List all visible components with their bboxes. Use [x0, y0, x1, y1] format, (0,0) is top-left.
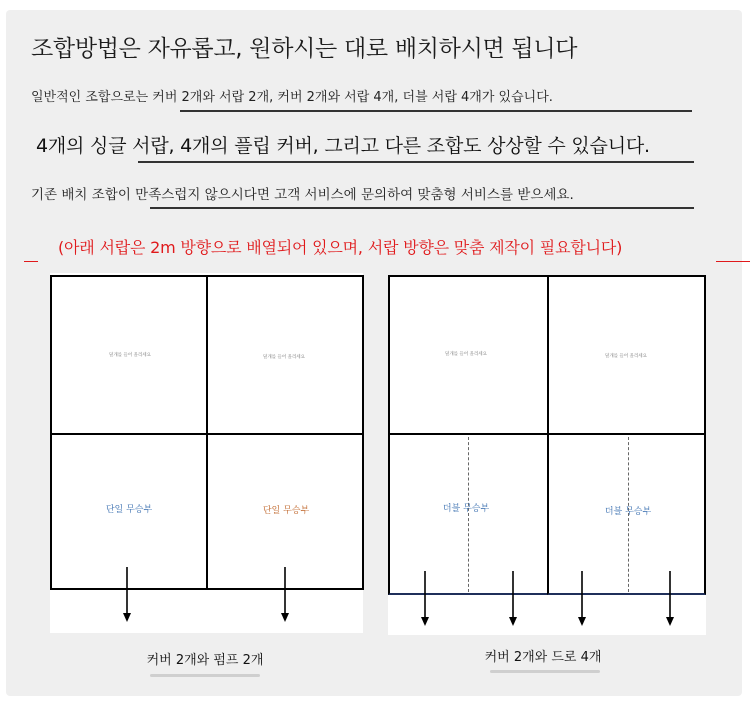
notice-dash-left: [24, 261, 38, 262]
down-arrow-icon: [280, 567, 290, 623]
drawer-split-line: [468, 437, 469, 592]
drawer-type-label: 더블 무승부: [442, 504, 490, 514]
notice-dash-right: [716, 261, 750, 262]
info-other-combinations: 4개의 싱글 서랍, 4개의 플립 커버, 그리고 다른 조합도 상상할 수 있습니다.: [36, 135, 650, 157]
down-arrow-icon: [508, 571, 518, 627]
down-arrow-icon: [665, 571, 675, 627]
diagram-right-caption: 커버 2개와 드로 4개: [484, 650, 602, 665]
drawer-type-label: 더블 무승부: [604, 507, 652, 517]
caption-underline: [150, 674, 260, 677]
cover-label: 덮개를 들어 올리세요: [109, 353, 151, 358]
down-arrow-icon: [577, 571, 587, 627]
info-custom-service: 기존 배치 조합이 만족스럽지 않으시다면 고객 서비스에 문의하여 맞춤형 서비스를 받으세요.: [31, 187, 574, 203]
cover-label: 덮개를 들어 올리세요: [445, 352, 487, 357]
caption-underline: [490, 670, 600, 673]
diagram-left-caption: 커버 2개와 펌프 2개: [146, 653, 264, 668]
cover-label: 덮개를 들어 올리세요: [263, 355, 305, 360]
down-arrow-icon: [122, 567, 132, 623]
diagram-two-covers-two-drawers: [50, 273, 363, 633]
cover-label: 덮개를 들어 올리세요: [605, 354, 647, 359]
divider-1: [180, 110, 692, 112]
down-arrow-icon: [420, 571, 430, 627]
drawer-type-label: 단일 무승부: [105, 505, 153, 515]
divider-3: [150, 207, 694, 209]
drawer-direction-notice: (아래 서랍은 2m 방향으로 배열되어 있으며, 서랍 방향은 맞춤 제작이 필요합니다): [58, 238, 623, 257]
diagram-two-covers-four-drawers: [388, 275, 706, 635]
info-common-combinations: 일반적인 조합으로는 커버 2개와 서랍 2개, 커버 2개와 서랍 4개, 더블 서랍 4개가 있습니다.: [31, 90, 553, 105]
page-title: 조합방법은 자유롭고, 원하시는 대로 배치하시면 됩니다: [31, 36, 578, 62]
drawer-type-label: 단일 무승부: [262, 506, 310, 516]
divider-2: [138, 161, 694, 163]
